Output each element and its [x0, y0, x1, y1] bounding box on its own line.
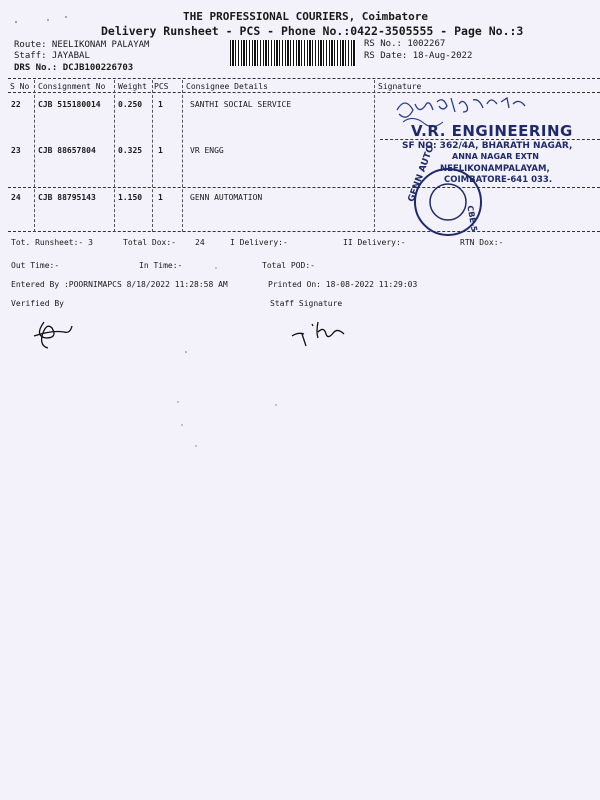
row-pcs: 1 — [158, 193, 163, 202]
row-consignee: GENN AUTOMATION — [190, 193, 263, 202]
staff-text: Staff: JAYABAL — [14, 51, 90, 61]
row-consignment: CJB 88795143 — [38, 193, 96, 202]
verified-by-label: Verified By — [11, 299, 64, 308]
route-text: Route: NEELIKONAM PALAYAM — [14, 40, 150, 50]
row-consignment: CJB 515180014 — [38, 100, 101, 109]
col-header-weight: Weight — [118, 82, 147, 91]
row-pcs: 1 — [158, 100, 163, 109]
ii-delivery: II Delivery:- — [343, 238, 406, 247]
total-runsheet: Tot. Runsheet:- 3 — [11, 238, 93, 247]
stamp-line: SF NO: 362/4A, BHARATH NAGAR, — [402, 141, 573, 151]
printed-on: Printed On: 18-08-2022 11:29:03 — [268, 280, 418, 289]
total-dox-label: Total Dox:- — [123, 238, 176, 247]
out-time: Out Time:- — [11, 261, 60, 270]
svg-text:CBE-5: CBE-5 — [465, 204, 479, 233]
row-sno: 23 — [11, 146, 21, 155]
row-consignee: SANTHI SOCIAL SERVICE — [190, 100, 292, 109]
staff-signature-label: Staff Signature — [270, 299, 343, 308]
row-weight: 0.250 — [118, 100, 143, 109]
col-header-consignment: Consignment No — [38, 82, 106, 91]
stamp-line: NEELIKONAMPALAYAM, — [440, 164, 550, 174]
rs-date: RS Date: 18-Aug-2022 — [364, 51, 473, 61]
total-dox-value: 24 — [195, 238, 205, 247]
company-title: THE PROFESSIONAL COURIERS, Coimbatore — [183, 10, 429, 23]
row-weight: 0.325 — [118, 146, 143, 155]
stamp-line: COIMBATORE-641 033. — [444, 175, 553, 185]
rtn-dox: RTN Dox:- — [460, 238, 504, 247]
svg-text:GENN AUTO: GENN AUTO — [406, 144, 437, 204]
stamp-company: V.R. ENGINEERING — [411, 122, 573, 140]
row-pcs: 1 — [158, 146, 163, 155]
row-consignment: CJB 88657804 — [38, 146, 96, 155]
stamp-line: ANNA NAGAR EXTN — [452, 152, 539, 161]
row-weight: 1.150 — [118, 193, 143, 202]
row-sno: 22 — [11, 100, 21, 109]
col-header-signature: Signature — [378, 82, 422, 91]
row-consignee: VR ENGG — [190, 146, 224, 155]
runsheet-subtitle: Delivery Runsheet - PCS - Phone No.:0422-3505555 - Page No.:3 — [101, 24, 524, 38]
col-header-pcs: PCS — [154, 82, 169, 91]
rs-number: RS No.: 1002267 — [364, 39, 446, 49]
entered-by: Entered By :POORNIMAPCS 8/18/2022 11:28:58 AM — [11, 280, 228, 289]
i-delivery: I Delivery:- — [230, 238, 288, 247]
drs-number: DRS No.: DCJB100226703 — [14, 63, 134, 73]
row-sno: 24 — [11, 193, 21, 202]
total-pod: Total POD:- — [262, 261, 315, 270]
in-time: In Time:- — [139, 261, 183, 270]
col-header-sno: S No — [10, 82, 30, 91]
col-header-consignee: Consignee Details — [186, 82, 268, 91]
